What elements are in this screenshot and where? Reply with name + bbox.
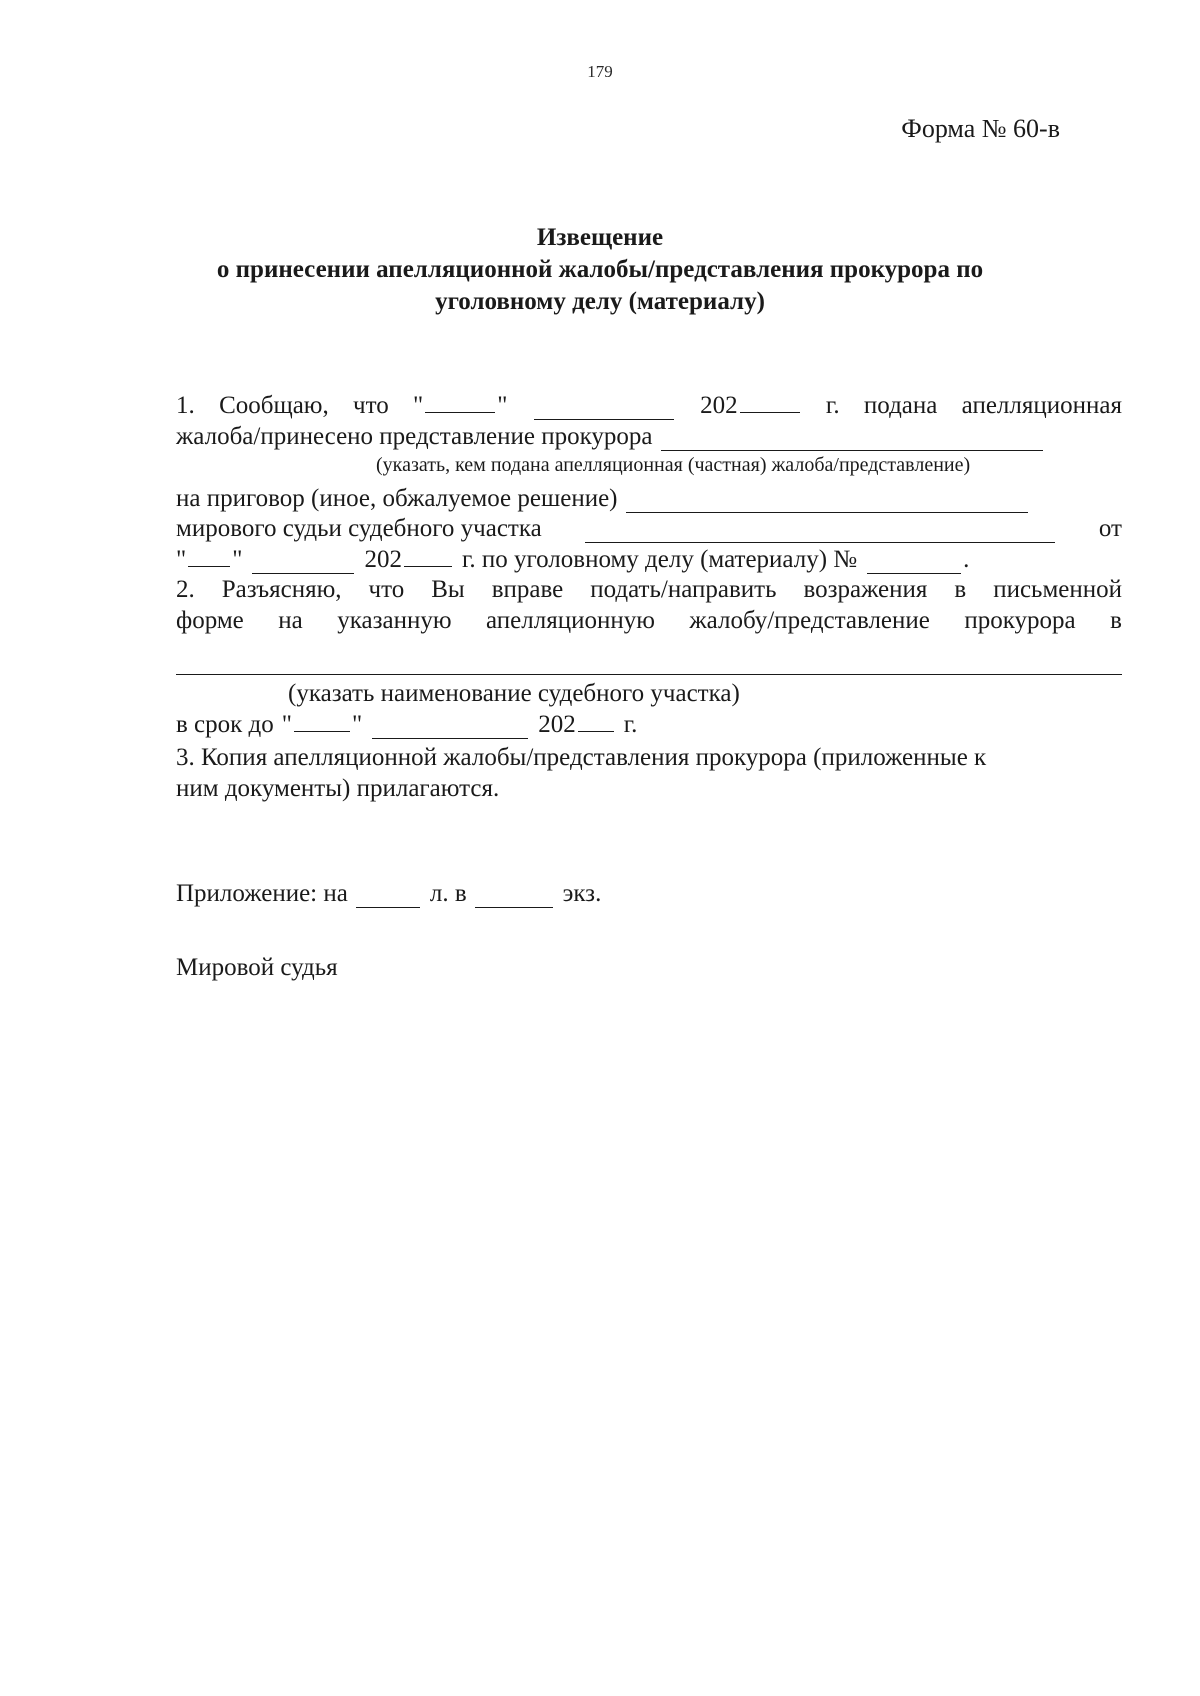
deadline-label: в срок до bbox=[176, 711, 274, 738]
item2-word: возражения bbox=[803, 576, 928, 603]
item2-word: прокурора bbox=[964, 607, 1076, 634]
item1-number: 1. bbox=[176, 392, 195, 419]
case-number-field[interactable] bbox=[867, 551, 961, 574]
case-label: г. по уголовному делу (материалу) № bbox=[461, 546, 858, 573]
attachment-suffix: экз. bbox=[562, 880, 602, 907]
item1-line5 bbox=[176, 544, 969, 574]
date-day-field[interactable]: " " bbox=[413, 392, 508, 419]
complaint-author-field[interactable] bbox=[661, 428, 1043, 451]
item2-word: апелляционную bbox=[486, 607, 655, 634]
attachment-label: Приложение: на bbox=[176, 880, 348, 907]
signature-label: Мировой судья bbox=[176, 954, 338, 981]
court-district-field[interactable] bbox=[585, 520, 1055, 543]
item1-line2 bbox=[176, 421, 1045, 451]
decision-month-field[interactable] bbox=[252, 551, 354, 574]
item1-word: апелляционная bbox=[961, 392, 1122, 419]
year-prefix: 202 bbox=[538, 711, 576, 738]
item2-word: что bbox=[368, 576, 405, 603]
complaint-author-hint: (указать, кем подана апелляционная (частная) жалоба/представление) bbox=[376, 454, 971, 476]
page-number: 179 bbox=[587, 62, 613, 81]
court-district-name-field[interactable] bbox=[176, 674, 1122, 675]
court-label: мирового судьи судебного участка bbox=[176, 515, 542, 542]
item2-line2 bbox=[176, 605, 1122, 635]
decision-year-field[interactable] bbox=[364, 544, 454, 574]
item1-word: Сообщаю, bbox=[219, 392, 329, 419]
attachment-line bbox=[176, 878, 601, 908]
deadline-line bbox=[176, 709, 637, 739]
deadline-month-field[interactable] bbox=[372, 716, 528, 739]
item3-line1: 3. Копия апелляционной жалобы/представления прокурора (приложенные к bbox=[176, 744, 987, 771]
title-line-1: Извещение bbox=[536, 224, 664, 251]
item1-word: подана bbox=[863, 392, 938, 419]
verdict-field[interactable] bbox=[626, 490, 1028, 513]
item1-line3 bbox=[176, 483, 1030, 513]
item2-word: указанную bbox=[337, 607, 452, 634]
item1-line4 bbox=[176, 513, 1122, 543]
item2-word: форме bbox=[176, 607, 244, 634]
document-title bbox=[120, 222, 1080, 318]
period: . bbox=[963, 546, 970, 573]
attachment-mid-label: л. в bbox=[429, 880, 467, 907]
item2-word: в bbox=[954, 576, 967, 603]
date-year-field[interactable] bbox=[700, 390, 802, 420]
item2-word: в bbox=[1110, 607, 1122, 634]
sheet-count-field[interactable] bbox=[356, 885, 420, 908]
copy-count-field[interactable] bbox=[475, 885, 553, 908]
year-prefix: 202 bbox=[700, 392, 738, 419]
item2-word: письменной bbox=[993, 576, 1122, 603]
verdict-label: на приговор (иное, обжалуемое решение) bbox=[176, 485, 618, 512]
court-district-name-hint: (указать наименование судебного участка) bbox=[288, 680, 740, 707]
item1-line1 bbox=[176, 390, 1122, 420]
form-number: Форма № 60-в bbox=[901, 114, 1060, 143]
item2-number: 2. bbox=[176, 576, 195, 603]
item2-word: Разъясняю, bbox=[221, 576, 342, 603]
item2-word: на bbox=[278, 607, 303, 634]
item2-word: подать/направить bbox=[590, 576, 777, 603]
item2-word: Вы bbox=[431, 576, 465, 603]
year-prefix: 202 bbox=[364, 546, 402, 573]
decision-day-field[interactable]: " " bbox=[176, 546, 243, 573]
date-month-field[interactable] bbox=[534, 397, 674, 420]
item2-word: вправе bbox=[491, 576, 564, 603]
title-line-3: уголовному делу (материалу) bbox=[435, 288, 765, 315]
item2-line1 bbox=[176, 574, 1122, 604]
from-label: от bbox=[1098, 515, 1122, 542]
complaint-label: жалоба/принесено представление прокурора bbox=[176, 423, 653, 450]
title-line-2: о принесении апелляционной жалобы/представления прокурора по bbox=[216, 256, 984, 283]
item3-line2: ним документы) прилагаются. bbox=[176, 775, 500, 802]
deadline-year-field[interactable] bbox=[538, 709, 616, 739]
year-suffix: г. bbox=[623, 711, 638, 738]
item2-word: жалобу/представление bbox=[689, 607, 930, 634]
item1-word: что bbox=[353, 392, 389, 419]
year-suffix: г. bbox=[825, 392, 840, 419]
deadline-day-field[interactable]: " " bbox=[281, 711, 363, 738]
